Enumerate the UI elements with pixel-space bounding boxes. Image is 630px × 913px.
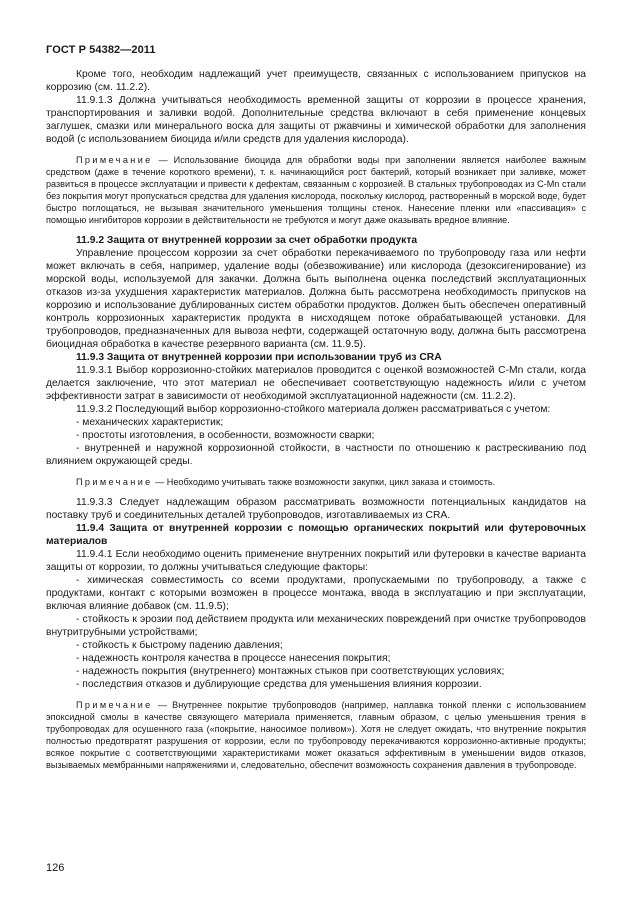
note-dash: — <box>152 477 167 487</box>
section-heading: 11.9.3 Защита от внутренней коррозии при использовании труб из CRA <box>76 352 442 363</box>
section-heading: 11.9.4 Защита от внутренней коррозии с помощью органических покрытий или футеровочных материалов <box>46 523 586 547</box>
list-item: - механических характеристик; <box>76 417 224 428</box>
paragraph: 11.9.1.3 Должна учитываться необходимость временной защиты от коррозии в процессе хранения, транспортирования и заливки водой. Дополнительные средства включают в себя применение концевых заглушек, смазки или минерального воска для защиты от ржавчины и химической обработки для заполнения водой (с использованием биоцида и/или средств для удаления кислорода). <box>46 95 586 145</box>
note-label: Примечание <box>76 700 153 710</box>
list-item: - надежность покрытия (внутреннего) монтажных стыков при соответствующих условиях; <box>76 666 505 677</box>
paragraph: 11.9.3.2 Последующий выбор коррозионно-стойкого материала должен рассматриваться с учетом: <box>76 404 551 415</box>
paragraph: Управление процессом коррозии за счет обработки перекачиваемого по трубопроводу газа или нефти может включать в себя, например, удаление воды (обезвоживание) или кислорода (дезоксигенирование) из морской воды, используемой для закачки. Должна быть выполнена оценка последствий эксплуатационных отказов из-за ухудшения характеристик материалов. Должна быть рассмотрена необходимость припусков на коррозию и использование дублированных систем обработки продуктов. Должен быть обеспечен оперативный контроль коррозионных характеристик продукта в нисходящем потоке обрабатывающей установки. Для трубопроводов, предназначенных для вывоза нефти, содержащей остаточную воду, должна быть рассмотрена биоцидная обработка в качестве резервного варианта (см. 11.9.5). <box>46 248 586 350</box>
document-id: ГОСТ Р 54382—2011 <box>46 44 156 56</box>
list-item: - химическая совместимость со всеми продуктами, пропускаемыми по трубопроводу, а также с продуктами, контакт с которыми возможен в процессе монтажа, ввода в эксплуатацию и при эксплуатации, включая влияние добавок (см. 11.9.5); <box>46 575 586 612</box>
page-number: 126 <box>46 862 65 874</box>
list-item: - стойкость к быстрому падению давления; <box>76 640 283 651</box>
paragraph: 11.9.3.3 Следует надлежащим образом рассматривать возможности потенциальных кандидатов на поставку труб и соединительных деталей трубопроводов, изготавливаемых из CRA. <box>46 497 586 521</box>
list-item: - внутренней и наружной коррозионной стойкости, в частности по отношению к растрескиванию под влиянием окружающей среды. <box>46 443 586 467</box>
list-item: - простоты изготовления, в особенности, возможности сварки; <box>76 430 375 441</box>
note-dash: — <box>152 155 174 165</box>
list-item: - последствия отказов и дублирующие средства для уменьшения влияния коррозии. <box>76 679 482 690</box>
note-label: Примечание <box>76 155 153 165</box>
list-item: - надежность контроля качества в процессе нанесения покрытия; <box>76 653 391 664</box>
paragraph: Кроме того, необходим надлежащий учет преимуществ, связанных с использованием припусков на коррозию (см. 11.2.2). <box>46 69 586 93</box>
body-text <box>46 68 586 771</box>
paragraph: 11.9.3.1 Выбор коррозионно-стойких материалов проводится с оценкой возможностей C-Mn стали, когда делается заключение, что этот материал не обеспечивает соответствующую надежность и/или с учетом эффективности затрат в зависимости от необходимой эксплуатационной надежности (см. 11.2.2). <box>46 365 586 402</box>
list-item: - стойкость к эрозии под действием продукта или механических повреждений при очистке трубопроводов внутритрубными устройствами; <box>46 614 586 638</box>
note <box>46 476 586 488</box>
note-text: Необходимо учитывать также возможности закупки, цикл заказа и стоимость. <box>166 477 496 487</box>
section-heading: 11.9.2 Защита от внутренней коррозии за счет обработки продукта <box>76 235 418 246</box>
note-label: Примечание <box>76 477 153 487</box>
note-text: Использование биоцида для обработки воды при заполнении является наиболее важным средством (даже в течение короткого времени), т. к. начинающийся рост бактерий, который возникает при заливке, может развиться в процессе эксплуатации и привести к дефектам, связанным с коррозией. В стальных трубопроводах из C-Mn стали без покрытия могут пропускаться средства для удаления кислорода, поскольку кислород, растворенный в морской воде, будет быстро поглощаться, не вызывая значительного уменьшения толщины стенок. Нанесение пленки или «пассивация» с помощью ингибиторов коррозии в действительности не требуются и могут даже оказывать вредное влияние. <box>46 155 586 225</box>
note-dash: — <box>152 700 173 710</box>
note <box>46 154 586 226</box>
note <box>46 699 586 771</box>
note-text: Внутреннее покрытие трубопроводов (например, наплавка тонкой пленки с использованием эпоксидной смолы в качестве связующего материала применяется, главным образом, с целью уменьшения трения в трубопроводах для осушенного газа («покрытие, наносимое поливом»). Хотя не следует ожидать, что внутренние покрытия полностью предотвратят разрушения от коррозии, если по трубопроводу перекачиваются коррозионно-активные продукты; всякое покрытие с соответствующими характеристиками может оказаться эффективным в уменьшении видов отказов, вызываемых мембранными напряжениями и, следовательно, обеспечит возможность сохранения давления в трубопроводе. <box>46 700 586 770</box>
paragraph: 11.9.4.1 Если необходимо оценить применение внутренних покрытий или футеровки в качестве варианта защиты от коррозии, то должны учитываться следующие факторы: <box>46 549 586 573</box>
